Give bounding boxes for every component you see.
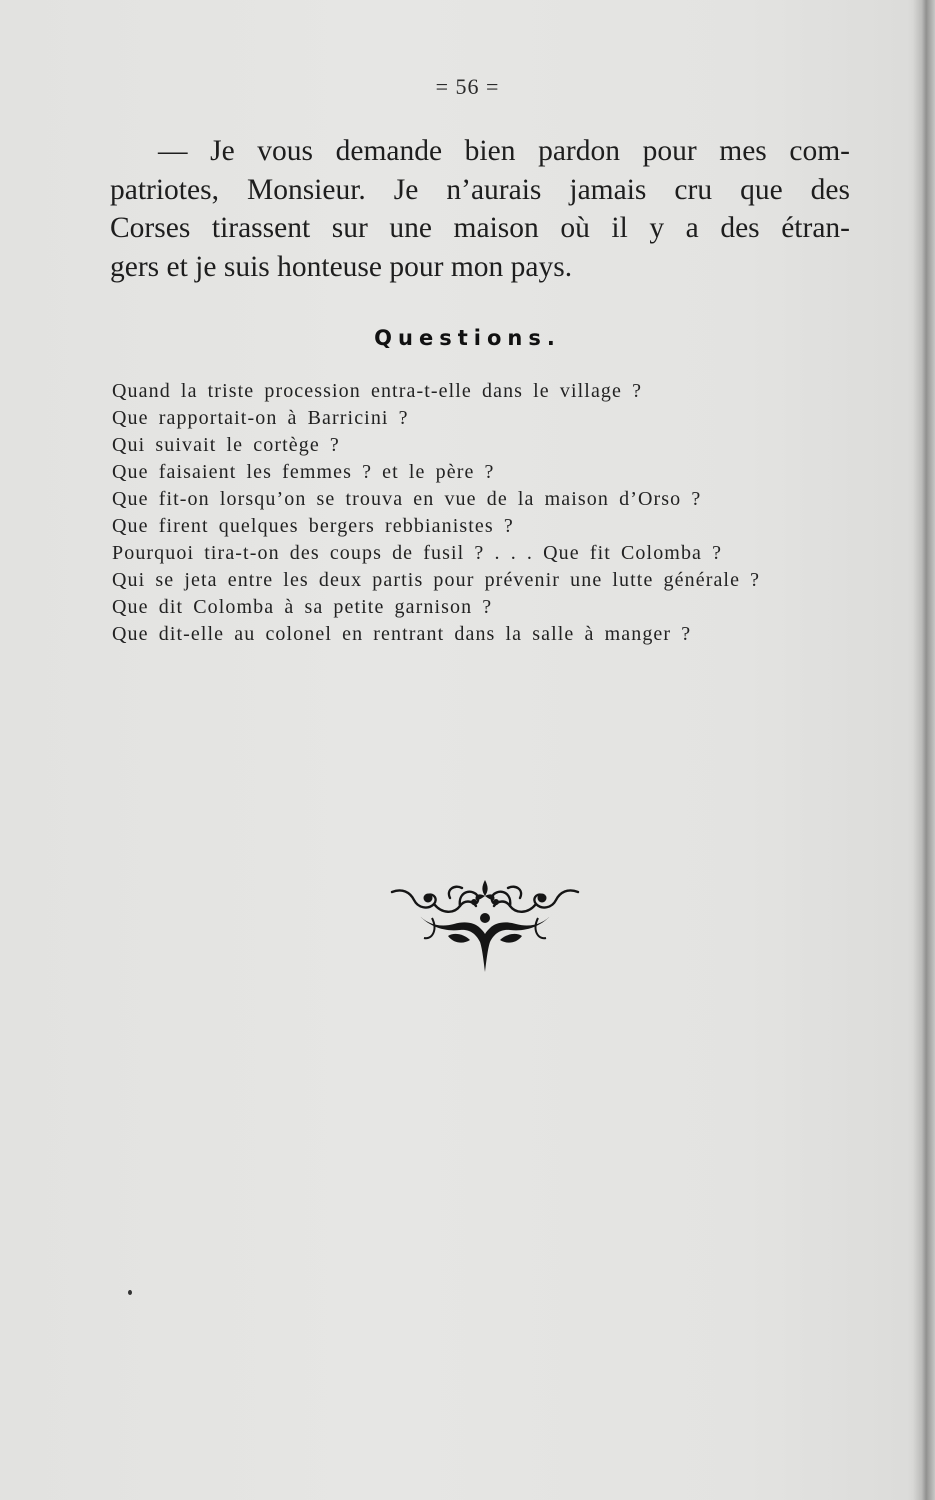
paragraph-line: gers et je suis honteuse pour mon pays. bbox=[110, 250, 573, 283]
dialogue-paragraph bbox=[110, 132, 850, 286]
question-item: Que dit Colomba à sa petite garnison ? bbox=[112, 596, 493, 618]
question-item: Que fit-on lorsqu’on se trouva en vue de la maison d’Orso ? bbox=[112, 488, 702, 510]
question-item: Que firent quelques bergers rebbianistes ? bbox=[112, 515, 514, 537]
page-number: = 56 = bbox=[435, 74, 500, 99]
question-item: Qui suivait le cortège ? bbox=[112, 434, 340, 456]
paragraph-line: patriotes, Monsieur. Je n’aurais jamais cru que des bbox=[110, 173, 850, 206]
ink-speck bbox=[128, 1290, 132, 1295]
paragraph-line: — Je vous demande bien pardon pour mes com- bbox=[158, 135, 850, 167]
paragraph-line: Corses tirassent sur une maison où il y a des étran- bbox=[110, 212, 850, 244]
questions-list bbox=[112, 378, 852, 648]
question-item: Que rapportait-on à Barricini ? bbox=[112, 407, 409, 429]
question-item: Pourquoi tira-t-on des coups de fusil ? . . . Que fit Colomba ? bbox=[112, 542, 723, 564]
question-item: Que dit-elle au colonel en rentrant dans la salle à manger ? bbox=[112, 623, 692, 645]
question-item: Que faisaient les femmes ? et le père ? bbox=[112, 461, 495, 483]
questions-heading: Questions. bbox=[374, 326, 561, 350]
question-item: Quand la triste procession entra-t-elle dans le village ? bbox=[112, 380, 643, 402]
fleuron-ornament-icon bbox=[388, 878, 582, 976]
question-item: Qui se jeta entre les deux partis pour prévenir une lutte générale ? bbox=[112, 569, 761, 591]
page-edge bbox=[913, 0, 935, 1500]
